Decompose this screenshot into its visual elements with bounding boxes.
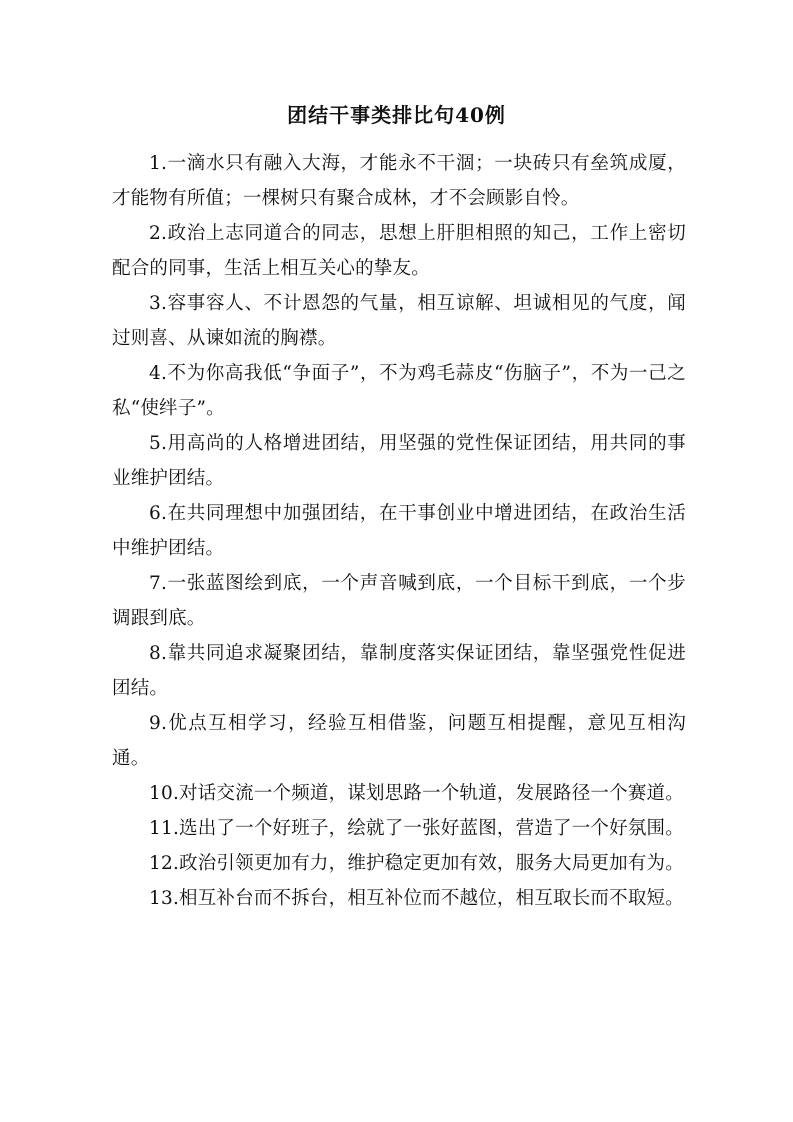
page-title: 团结干事类排比句40例 [287, 103, 506, 127]
paragraph-8: 8.靠共同追求凝聚团结，靠制度落实保证团结，靠坚强党性促进团结。 [112, 643, 686, 699]
paragraph-1: 1.一滴水只有融入大海，才能永不干涸；一块砖只有垒筑成厦，才能物有所值；一棵树只有聚合成林，才不会顾影自怜。 [112, 153, 686, 209]
paragraph-10: 10.对话交流一个频道，谋划思路一个轨道，发展路径一个赛道。 [149, 783, 684, 804]
paragraph-4: 4.不为你高我低“争面子”，不为鸡毛蒜皮“伤脑子”，不为一己之私“使绊子”。 [112, 363, 686, 419]
paragraph-2: 2.政治上志同道合的同志，思想上肝胆相照的知己，工作上密切配合的同事，生活上相互关心的挚友。 [112, 223, 686, 279]
document-body [112, 146, 686, 916]
paragraph-9: 9.优点互相学习，经验互相借鉴，问题互相提醒，意见互相沟通。 [112, 713, 686, 769]
paragraph-13: 13.相互补台而不拆台，相互补位而不越位，相互取长而不取短。 [149, 888, 684, 909]
paragraph-12: 12.政治引领更加有力，维护稳定更加有效，服务大局更加有为。 [149, 853, 684, 874]
paragraph-6: 6.在共同理想中加强团结，在干事创业中增进团结，在政治生活中维护团结。 [112, 503, 686, 559]
paragraph-5: 5.用高尚的人格增进团结，用坚强的党性保证团结，用共同的事业维护团结。 [112, 433, 686, 489]
paragraph-3: 3.容事容人、不计恩怨的气量，相互谅解、坦诚相见的气度，闻过则喜、从谏如流的胸襟。 [112, 293, 686, 349]
paragraph-7: 7.一张蓝图绘到底，一个声音喊到底，一个目标干到底，一个步调跟到底。 [112, 573, 686, 629]
paragraph-11: 11.选出了一个好班子，绘就了一张好蓝图，营造了一个好氛围。 [149, 818, 684, 839]
